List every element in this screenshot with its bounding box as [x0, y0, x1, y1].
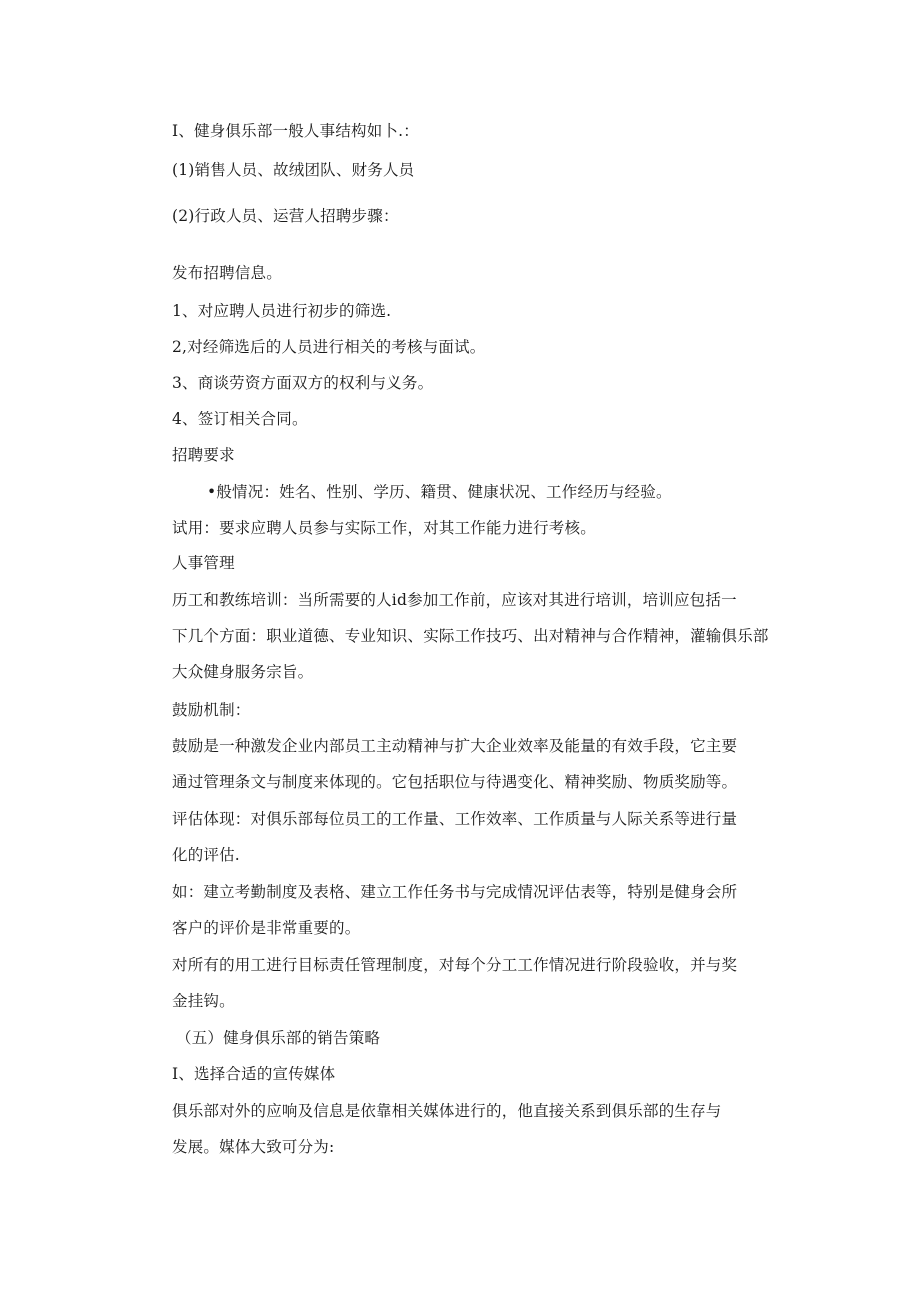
paragraph-responsibility-line-2: 金挂钩。 — [172, 992, 235, 1010]
line-step-2: 2,对经筛选后的人员进行相关的考核与面试。 — [172, 338, 486, 356]
paragraph-media-line-2: 发展。媒体大致可分为: — [172, 1138, 335, 1156]
paragraph-media-line-1: 俱乐部对外的应响及信息是依靠相关媒体进行的，他直接关系到俱乐部的生存与 — [172, 1102, 722, 1120]
line-general-info: •般情况：姓名、性别、学历、籍贯、健康状况、工作经历与经验。 — [207, 483, 672, 501]
paragraph-incentive-line-1: 鼓励是一种激发企业内部员工主动精神与扩大企业效率及能量的有效手段，它主要 — [172, 737, 738, 755]
paragraph-training-line-1: 历工和教练培训：当所需要的人id参加工作前，应该对其进行培训，培训应包括一 — [172, 591, 737, 609]
line-step-1: 1、对应聘人员进行初步的筛选. — [172, 302, 392, 320]
line-trial: 试用：要求应聘人员参与实际工作，对其工作能力进行考核。 — [172, 519, 596, 537]
line-structure-item-2: (2)行政人员、运营人招聘步骤： — [172, 207, 399, 225]
heading-incentive-mechanism: 鼓励机制： — [172, 701, 251, 719]
paragraph-incentive-line-2: 通过管理条文与制度来体现的。它包括职位与待遇变化、精神奖励、物质奖励等。 — [172, 773, 738, 791]
paragraph-example-line-1: 如：建立考勤制度及表格、建立工作任务书与完成情况评估表等，特别是健身会所 — [172, 883, 738, 901]
heading-hr-management: 人事管理 — [172, 554, 235, 572]
heading-recruitment-requirements: 招聘要求 — [172, 446, 235, 464]
paragraph-training-line-2: 下几个方面：职业道德、专业知识、实际工作技巧、出对精神与合作精神，灌输俱乐部 — [172, 627, 769, 645]
paragraph-training-line-3: 大众健身服务宗旨。 — [172, 663, 314, 681]
paragraph-evaluation-line-2: 化的评估. — [172, 846, 240, 864]
line-publish-recruitment: 发布招聘信息。 — [172, 264, 282, 282]
line-step-3: 3、商谈劳资方面双方的权利与义务。 — [172, 374, 434, 392]
paragraph-evaluation-line-1: 评估体现：对俱乐部每位员工的工作量、工作效率、工作质量与人际关系等进行量 — [172, 810, 738, 828]
line-personnel-structure: I、健身俱乐部一般人事结构如卜.： — [172, 122, 419, 140]
line-step-4: 4、签订相关合同。 — [172, 410, 308, 428]
paragraph-responsibility-line-1: 对所有的用工进行目标责任管理制度，对每个分工工作情况进行阶段验收，并与奖 — [172, 956, 738, 974]
paragraph-example-line-2: 客户的评价是非常重要的。 — [172, 919, 361, 937]
heading-sales-strategy: （五）健身俱乐部的销告策略 — [176, 1029, 381, 1047]
heading-select-media: I、选择合适的宣传媒体 — [172, 1065, 336, 1083]
line-structure-item-1: (1)销售人员、故绒团队、财务人员 — [172, 161, 415, 179]
